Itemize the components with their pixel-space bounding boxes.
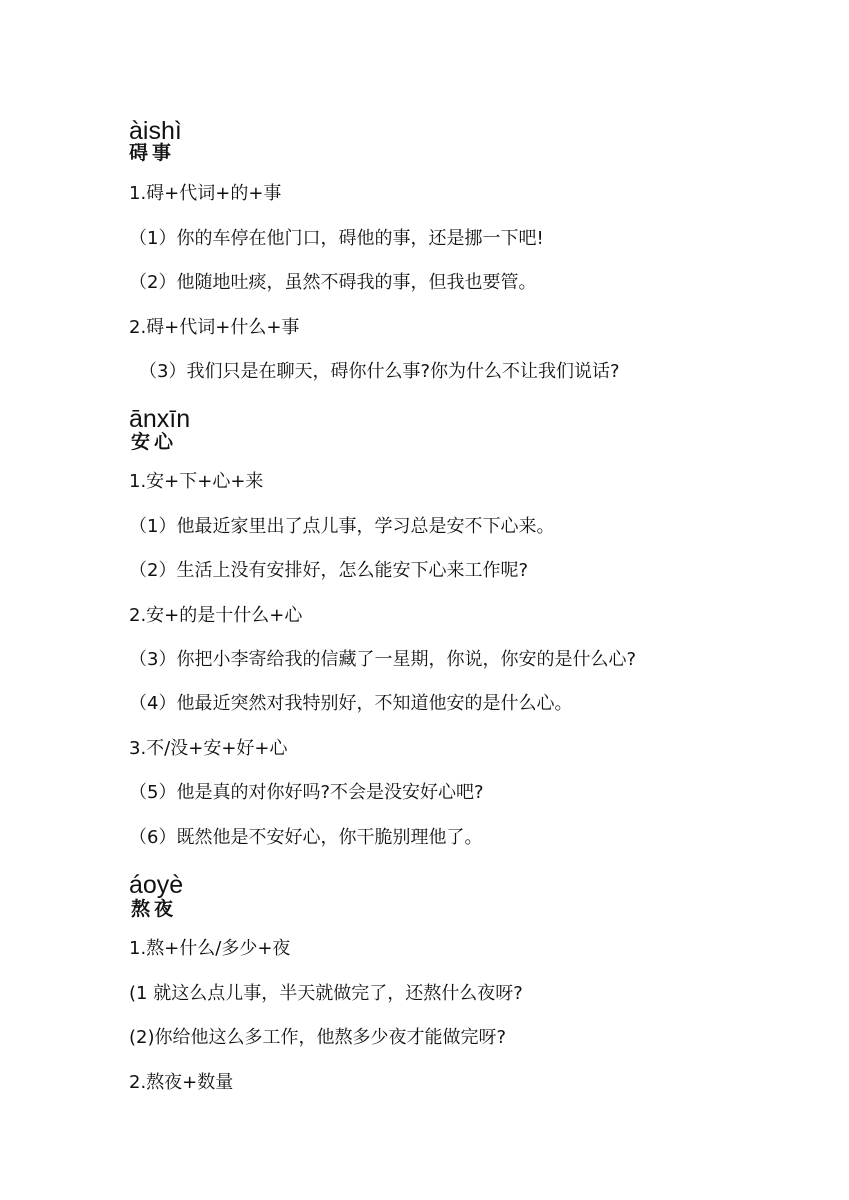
section-2-example-6: （6）既然他是不安好心，你干脆别理他了。 — [129, 827, 483, 848]
section-3-example-2: (2)你给他这么多工作，他熬多少夜才能做完呀? — [129, 1027, 507, 1048]
section-3-pattern-1: 1.熬+什么/多少+夜 — [129, 938, 291, 959]
section-2-pinyin: ānxīn — [129, 405, 191, 433]
section-3-pattern-2: 2.熬夜+数量 — [129, 1072, 234, 1093]
section-2-example-5: （5）他是真的对你好吗?不会是没安好心吧? — [129, 782, 484, 803]
section-2-example-1: （1）他最近家里出了点儿事，学习总是安不下心来。 — [129, 516, 555, 537]
section-2-example-2: （2）生活上没有安排好，怎么能安下心来工作呢? — [129, 560, 529, 581]
section-2-pattern-1: 1.安+下+心+来 — [129, 471, 264, 492]
section-2-word: 安心 — [131, 431, 178, 453]
section-1-pattern-2: 2.碍+代词+什么+事 — [129, 317, 300, 338]
section-2-example-4: （4）他最近突然对我特别好，不知道他安的是什么心。 — [129, 693, 573, 714]
section-1-word: 碍事 — [129, 142, 176, 164]
section-2-pattern-3: 3.不/没+安+好+心 — [129, 738, 288, 759]
section-2-pattern-2: 2.安+的是十什么+心 — [129, 605, 303, 626]
section-3-pinyin: áoyè — [129, 871, 184, 899]
section-3-example-1: (1 就这么点儿事，半天就做完了，还熬什么夜呀? — [129, 983, 523, 1004]
section-1-pattern-1: 1.碍+代词+的+事 — [129, 183, 282, 204]
section-1-example-3: （3）我们只是在聊天，碍你什么事?你为什么不让我们说话? — [139, 361, 620, 382]
section-3-word: 熬夜 — [131, 898, 178, 920]
section-1-example-1: （1）你的车停在他门口，碍他的事，还是挪一下吧! — [129, 228, 544, 249]
section-2-example-3: （3）你把小李寄给我的信藏了一星期，你说，你安的是什么心? — [129, 649, 637, 670]
section-1-pinyin: àishì — [129, 117, 182, 145]
section-1-example-2: （2）他随地吐痰，虽然不碍我的事，但我也要管。 — [129, 272, 537, 293]
